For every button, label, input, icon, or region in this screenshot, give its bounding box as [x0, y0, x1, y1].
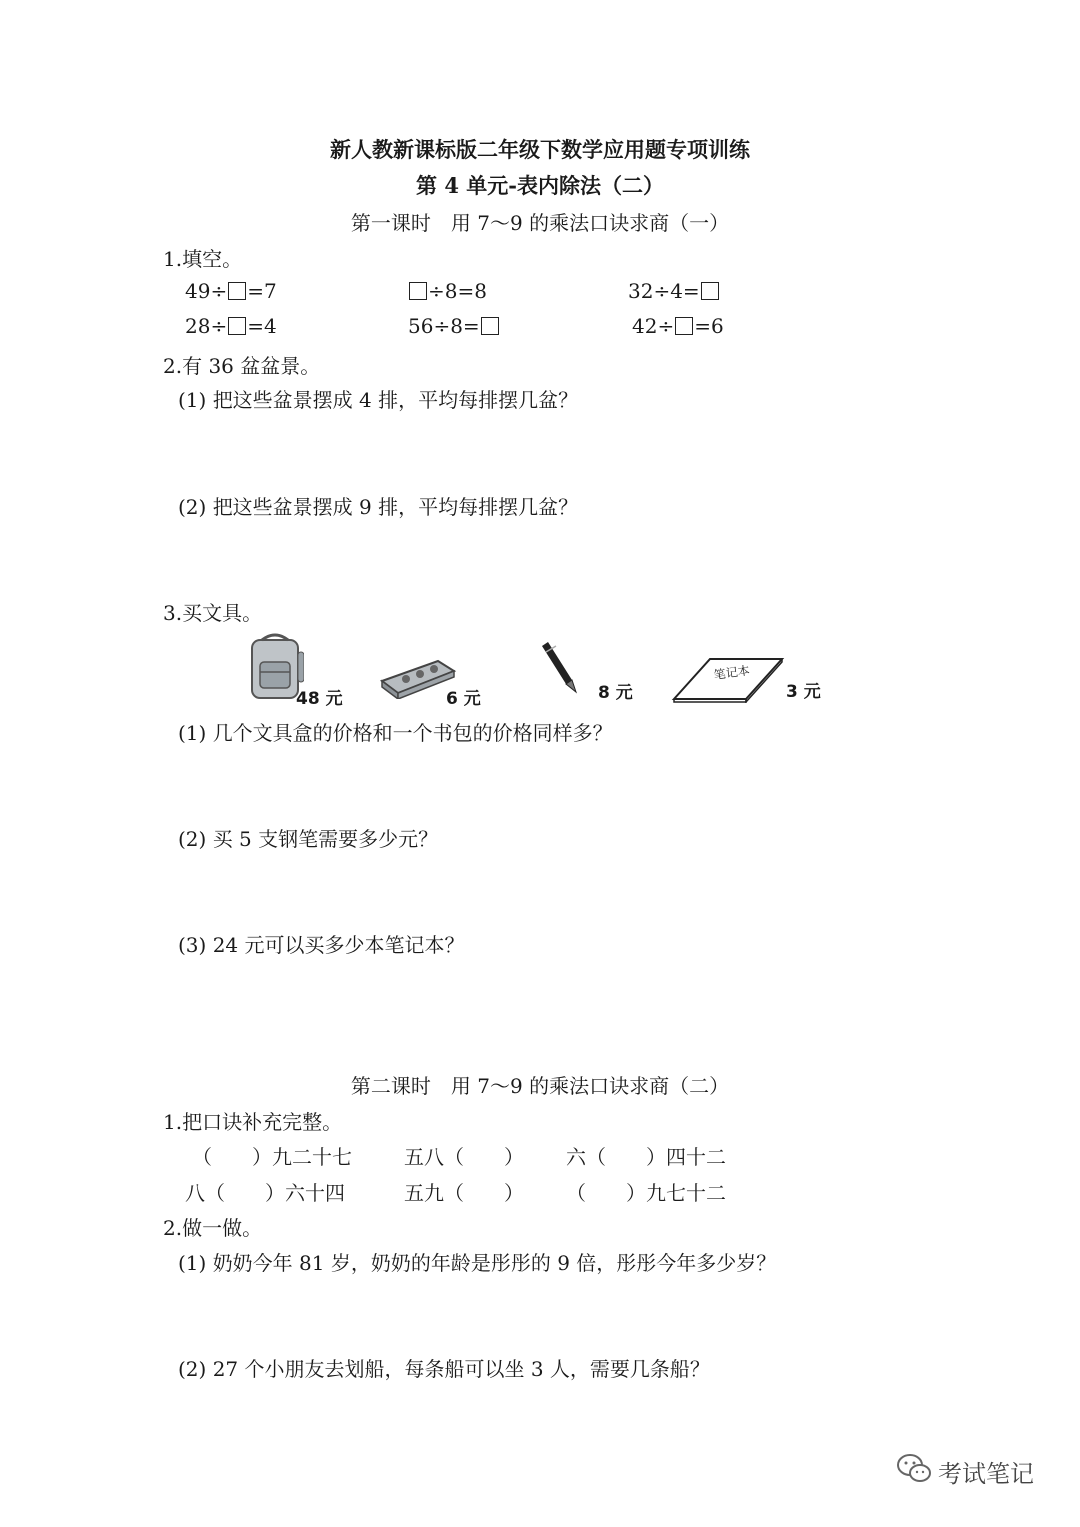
l1-q3-sub2: (2) 买 5 支钢笔需要多少元？: [178, 827, 439, 851]
l2-q1-item-3: 六（ ）四十二: [566, 1145, 726, 1169]
unit-title: 第 4 单元-表内除法（二）: [416, 173, 664, 198]
l1-q3-sub1: (1) 几个文具盒的价格和一个书包的价格同样多？: [178, 721, 613, 745]
answer-box: [481, 317, 499, 335]
l1-q1-eq-6: 42÷ =6: [632, 314, 724, 338]
lesson1-title: 第一课时 用 7～9 的乘法口诀求商（一）: [350, 211, 730, 235]
lesson2-title: 第二课时 用 7～9 的乘法口诀求商（二）: [350, 1074, 730, 1098]
answer-box: [409, 282, 427, 300]
l1-q2-sub1: (1) 把这些盆景摆成 4 排，平均每排摆几盆？: [178, 388, 579, 412]
pencil-box-price: 6 元: [446, 689, 481, 709]
answer-box: [701, 282, 719, 300]
l1-q3-sub3: (3) 24 元可以买多少本笔记本？: [178, 933, 465, 957]
l1-q1-eq-3: 32÷4=: [628, 279, 720, 303]
pen-price: 8 元: [598, 683, 633, 703]
l2-q1-item-2: 五八（ ）: [404, 1145, 524, 1169]
l1-q2-label: 2.有 36 盆盆景。: [163, 354, 321, 378]
l1-q1-eq-1: 49÷ =7: [185, 279, 277, 303]
l2-q1-item-4: 八（ ）六十四: [185, 1181, 345, 1205]
l2-q2-label: 2.做一做。: [163, 1216, 263, 1240]
answer-box: [675, 317, 693, 335]
l2-q2-sub2: (2) 27 个小朋友去划船，每条船可以坐 3 人，需要几条船？: [178, 1357, 710, 1381]
l2-q1-item-1: （ ）九二十七: [192, 1145, 352, 1169]
page-title: 新人教新课标版二年级下数学应用题专项训练: [330, 137, 750, 162]
wechat-icon: [896, 1453, 932, 1485]
l2-q1-item-5: 五九（ ）: [404, 1181, 524, 1205]
l1-q3-label: 3.买文具。: [163, 601, 263, 625]
notebook-icon: [670, 655, 785, 703]
answer-box: [228, 282, 246, 300]
pen-icon: [538, 642, 578, 694]
l1-q1-eq-2: ÷8=8: [408, 279, 487, 303]
l1-q1-label: 1.填空。: [163, 247, 243, 271]
answer-box: [228, 317, 246, 335]
backpack-price: 48 元: [296, 689, 343, 709]
l2-q2-sub1: (1) 奶奶今年 81 岁，奶奶的年龄是彤彤的 9 倍，彤彤今年多少岁？: [178, 1251, 777, 1275]
watermark-text: 考试笔记: [938, 1460, 1034, 1488]
l1-q1-eq-5: 56÷8=: [408, 314, 500, 338]
notebook-price: 3 元: [786, 682, 821, 702]
l1-q2-sub2: (2) 把这些盆景摆成 9 排，平均每排摆几盆？: [178, 495, 579, 519]
l2-q1-label: 1.把口诀补充完整。: [163, 1110, 343, 1134]
l2-q1-item-6: （ ）九七十二: [566, 1181, 726, 1205]
l1-q1-eq-4: 28÷ =4: [185, 314, 277, 338]
notebook-label: 笔记本: [712, 663, 751, 683]
